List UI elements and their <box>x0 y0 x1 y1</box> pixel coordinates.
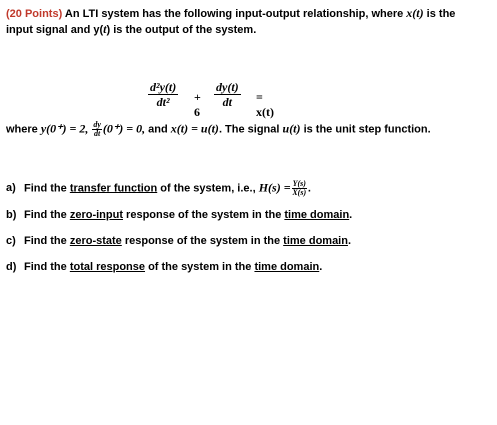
term-link: time domain <box>254 261 320 273</box>
points-label: (20 Points) <box>6 8 63 20</box>
initial-conditions <box>6 121 431 138</box>
term-link: transfer function <box>69 182 158 195</box>
question-text: . <box>349 209 353 221</box>
question-text: of the system, i.e., <box>157 182 259 195</box>
frac1-numerator: d²y(t) <box>150 80 177 94</box>
cond-xu: x(t) = u(t) <box>170 121 219 136</box>
first-derivative-fraction <box>214 80 241 109</box>
question-text: Find the <box>24 261 70 273</box>
transfer-function-fraction <box>292 180 307 197</box>
cond-ut: u(t) <box>282 121 301 136</box>
question-b <box>6 209 352 221</box>
dy-numerator: dy <box>93 120 101 129</box>
term-link: zero-state <box>69 235 122 247</box>
question-a <box>6 180 311 197</box>
problem-statement <box>6 6 492 38</box>
intro-text-2-end: ) is the output of the system. <box>106 24 257 36</box>
term-link: time domain <box>284 209 350 221</box>
dy-dt-fraction <box>92 121 102 138</box>
dt-denominator: dt <box>94 129 101 138</box>
cond-where: where <box>6 123 41 136</box>
question-text: of the system in the <box>145 261 255 273</box>
question-text: Find the <box>24 182 70 195</box>
term-link: total response <box>69 261 146 273</box>
cond-y0: y(0⁺) = 2, <box>40 121 92 136</box>
question-label: b) <box>6 209 17 221</box>
equation-rhs: = x(t) <box>256 90 274 119</box>
intro-x: x(t) <box>406 6 424 20</box>
second-derivative-fraction <box>148 80 178 109</box>
cond-and: and <box>145 123 171 136</box>
question-text: Find the <box>24 235 70 247</box>
question-d <box>6 261 322 273</box>
question-text: . <box>319 261 323 273</box>
question-text: . <box>307 182 311 195</box>
tf-numerator: Y(s) <box>292 179 306 188</box>
problem-intro <box>6 6 492 38</box>
question-label: d) <box>6 261 17 273</box>
question-label: c) <box>6 235 16 247</box>
cond-tail2: is the unit step function. <box>300 123 431 136</box>
question-c <box>6 235 351 247</box>
intro-text-2: input signal and y( <box>6 24 104 36</box>
intro-t: t <box>103 22 107 36</box>
term-link: time domain <box>283 235 348 247</box>
tf-denominator: X(s) <box>292 188 307 197</box>
question-text: . <box>347 235 352 247</box>
frac2-numerator: dy(t) <box>216 80 239 94</box>
question-text: response of the system in the <box>123 209 285 221</box>
cond-dy0: (0⁺) = 0, <box>102 121 146 136</box>
plus-six: + 6 <box>194 90 201 119</box>
question-label: a) <box>6 182 16 195</box>
question-text: response of the system in the <box>121 235 284 247</box>
question-text: Find the <box>24 209 70 221</box>
transfer-function-lhs: H(s) = <box>258 180 291 195</box>
intro-text-1-end: is the <box>423 8 456 20</box>
cond-tail: . The signal <box>218 123 283 136</box>
frac2-denominator: dt <box>222 95 232 109</box>
term-link: zero-input <box>69 209 123 221</box>
intro-text-1: An LTI system has the following input-output relationship, where <box>62 8 407 20</box>
frac1-denominator: dt² <box>156 95 170 109</box>
